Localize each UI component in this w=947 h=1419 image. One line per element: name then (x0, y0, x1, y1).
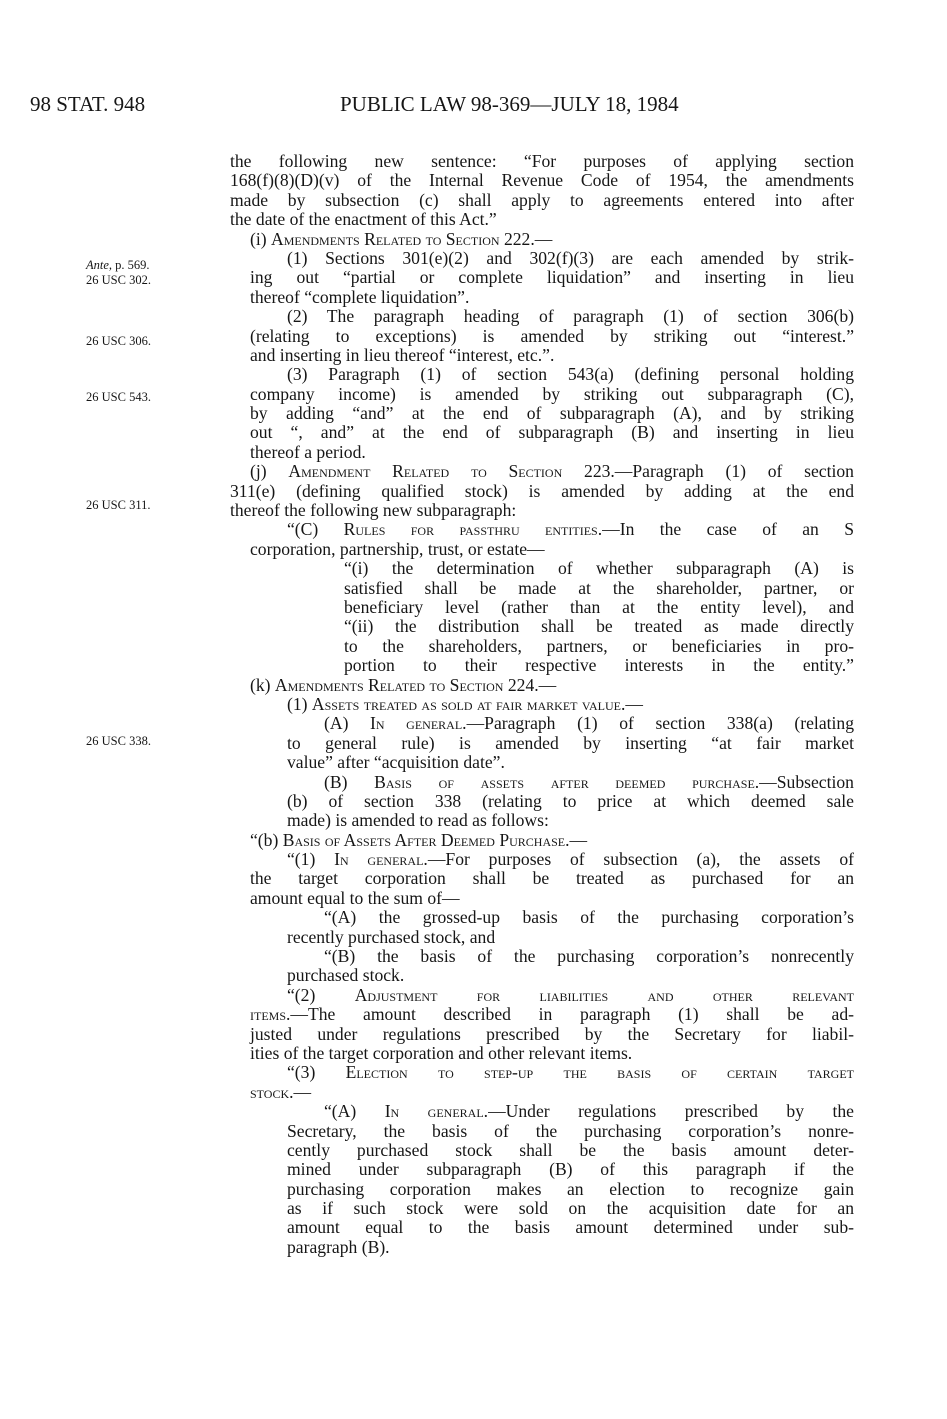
heading-suffix: — (625, 693, 643, 714)
law-title: PUBLIC LAW 98-369—JULY 18, 1984 (340, 92, 679, 116)
heading-suffix: — (293, 1081, 312, 1102)
text-line: as if such stock were sold on the acquisition date for an (287, 1198, 854, 1219)
margin-note-ante-word: Ante, (86, 258, 113, 272)
text-line: paragraph (B). (287, 1236, 390, 1257)
text-line: justed under regulations prescribed by the Secretary for liabil- (250, 1023, 854, 1044)
text-line: satisfied shall be made at the shareholder, partner, or (344, 577, 854, 598)
text-line: thereof a period. (250, 441, 366, 462)
text-line: “(i) the determination of whether subparagraph (A) is (344, 558, 854, 579)
heading-prefix: (i) (250, 228, 272, 249)
margin-note-ante-ref: p. 569. (115, 258, 150, 272)
text-line: the date of the enactment of this Act.” (230, 209, 497, 230)
text-line: the following new sentence: “For purposes of applying section (230, 151, 854, 171)
heading-suffix: —Under regulations prescribed by the (488, 1101, 854, 1122)
heading-prefix: (1) (287, 693, 312, 714)
text-line: thereof the following new subparagraph: (230, 500, 517, 521)
subparagraph-heading (230, 773, 854, 792)
heading-caption: Amendments Related to Section (274, 674, 504, 695)
heading-prefix: (j) (250, 461, 289, 482)
text-line: out “, and” at the end of subparagraph (B) and inserting in lieu (250, 422, 854, 443)
heading-caption: Basis of assets after deemed purchase. (374, 771, 760, 792)
text-line: (2) The paragraph heading of paragraph (1) of section 306(b) (287, 306, 854, 327)
subsection-heading (230, 831, 854, 850)
heading-caption: Assets treated as sold at fair market value. (311, 693, 626, 714)
text-line: company income) is amended by striking out subparagraph (C), (250, 383, 854, 404)
text-line: amount equal to the sum of— (250, 887, 460, 908)
heading-suffix: 222.— (499, 228, 553, 249)
heading-prefix: “(C) (287, 519, 344, 540)
heading-suffix: —For purposes of subsection (a), the assets of (427, 849, 854, 870)
text-line: to the shareholders, partners, or beneficiaries in pro- (344, 635, 854, 656)
statute-text (230, 152, 854, 1257)
heading-prefix: “(3) (287, 1062, 346, 1083)
margin-note-usc-543: 26 USC 543. (86, 390, 151, 404)
paragraph-heading-continued (230, 1083, 854, 1102)
text-line: ing out “partial or complete liquidation” and inserting in lieu (250, 267, 854, 288)
text-line: and inserting in lieu thereof “interest, etc.”. (250, 344, 555, 365)
text-line: ities of the target corporation and other relevant items. (250, 1042, 633, 1063)
text-line: 311(e) (defining qualified stock) is amended by adding at the end (230, 480, 854, 501)
text-line: to general rule) is amended by inserting “at fair market (287, 732, 854, 753)
heading-caption: Basis of Assets After Deemed Purchase. (282, 829, 570, 850)
text-line: (b) of section 338 (relating to price at which deemed sale (287, 790, 854, 811)
text-line: purchased stock. (287, 965, 405, 986)
heading-caption: In general. (384, 1101, 489, 1122)
text-line: made) is amended to read as follows: (287, 810, 549, 831)
text-line: “(B) the basis of the purchasing corporation’s nonrecently (324, 946, 854, 967)
text-line: beneficiary level (rather than at the entity level), and (344, 596, 854, 617)
heading-suffix: — (569, 829, 588, 850)
heading-suffix: 223.—Paragraph (1) of section (562, 461, 854, 482)
heading-prefix: (A) (324, 713, 371, 734)
text-line: 168(f)(8)(D)(v) of the Internal Revenue Code of 1954, the amendments (230, 170, 854, 191)
text-line: recently purchased stock, and (287, 926, 496, 947)
heading-prefix: “(2) (287, 984, 355, 1005)
heading-prefix: (k) (250, 674, 275, 695)
margin-note-usc-338: 26 USC 338. (86, 734, 151, 748)
margin-note-usc-311: 26 USC 311. (86, 498, 151, 512)
heading-prefix: “(b) (250, 829, 283, 850)
text-line: the target corporation shall be treated as purchased for an (250, 868, 854, 889)
heading-caption: Amendment Related to Section (288, 461, 563, 482)
subparagraph-heading (230, 520, 854, 539)
text-line: Secretary, the basis of the purchasing corporation’s nonre- (287, 1120, 854, 1141)
heading-suffix: —Paragraph (1) of section 338(a) (relating (466, 713, 854, 734)
paragraph-heading-continued (230, 1005, 854, 1024)
heading-caption: Amendments Related to Section (271, 228, 500, 249)
text-line: “(ii) the distribution shall be treated as made directly (344, 616, 854, 637)
heading-caption: Adjustment for liabilities and other relevant (354, 984, 854, 1005)
margin-note-usc-302: 26 USC 302. (86, 273, 151, 287)
heading-prefix: “(A) (324, 1101, 385, 1122)
subparagraph-heading (230, 714, 854, 733)
statute-page-number: 98 STAT. 948 (30, 92, 146, 116)
text-line: (3) Paragraph (1) of section 543(a) (defining personal holding (287, 364, 854, 385)
heading-caption: In general. (370, 713, 467, 734)
text-line: purchasing corporation makes an election to recognize gain (287, 1178, 854, 1199)
text-line: mined under subparagraph (B) of this paragraph if the (287, 1159, 854, 1180)
heading-caption: items. (250, 1004, 291, 1025)
section-heading (230, 462, 854, 481)
text-line: by adding “and” at the end of subparagraph (A), and by striking (250, 403, 854, 424)
paragraph-heading (230, 695, 854, 714)
heading-caption: In general. (334, 849, 428, 870)
text-line: “(A) the grossed-up basis of the purchasing corporation’s (324, 907, 854, 928)
text-line: value” after “acquisition date”. (287, 752, 505, 773)
paragraph-heading (230, 986, 854, 1005)
paragraph-heading (230, 850, 854, 869)
paragraph-heading (230, 1063, 854, 1082)
heading-caption: Rules for passthru entities. (343, 519, 603, 540)
heading-suffix: 224.— (503, 674, 557, 695)
text-line: corporation, partnership, trust, or estate— (250, 538, 545, 559)
heading-prefix: (B) (324, 771, 375, 792)
heading-caption: Election to step-up the basis of certain target (345, 1062, 854, 1083)
heading-suffix: —In the case of an S (602, 519, 855, 540)
running-header (30, 92, 910, 122)
section-heading (230, 230, 854, 249)
text-line: (relating to exceptions) is amended by striking out “interest.” (250, 325, 854, 346)
text-line: cently purchased stock shall be the basis amount deter- (287, 1139, 854, 1160)
margin-note-usc-306: 26 USC 306. (86, 334, 151, 348)
text-line: made by subsection (c) shall apply to agreements entered into after (230, 189, 854, 210)
heading-suffix: —The amount described in paragraph (1) shall be ad- (290, 1004, 854, 1025)
text-line: portion to their respective interests in the entity.” (344, 655, 854, 676)
margin-note-ante (86, 258, 150, 273)
text-line: (1) Sections 301(e)(2) and 302(f)(3) are each amended by strik- (287, 247, 854, 268)
section-heading (230, 676, 854, 695)
heading-prefix: “(1) (287, 849, 335, 870)
heading-caption: stock. (250, 1081, 294, 1102)
subparagraph-heading (230, 1102, 854, 1121)
text-line: amount equal to the basis amount determined under sub- (287, 1217, 854, 1238)
text-line: thereof “complete liquidation”. (250, 286, 470, 307)
heading-suffix: —Subsection (759, 771, 854, 792)
